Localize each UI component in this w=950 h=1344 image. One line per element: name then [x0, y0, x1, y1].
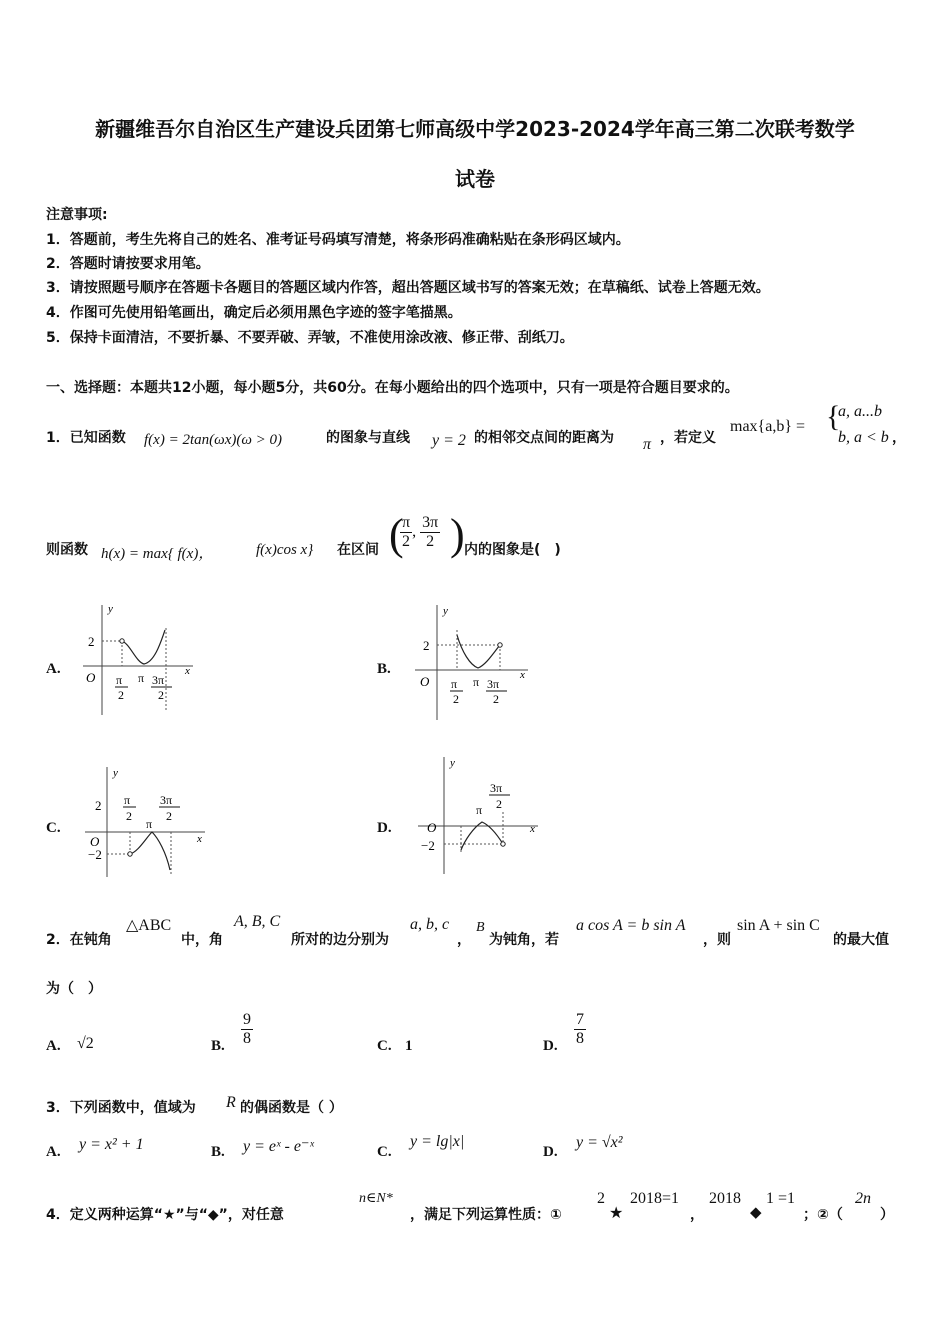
q1-h2: f(x)cos x}	[256, 542, 314, 558]
q2-text: 中，角	[181, 932, 223, 948]
q2-sides: a, b, c	[410, 916, 450, 933]
open-point	[128, 852, 132, 856]
q3-text: 的偶函数是（ ）	[240, 1100, 343, 1116]
tick-den: 2	[158, 688, 164, 702]
q4-text: ，满足下列运算性质：①	[410, 1207, 562, 1223]
q2-text: 为（ ）	[46, 981, 102, 997]
y-label: y	[443, 605, 448, 617]
notice-heading: 注意事项:	[46, 207, 108, 223]
q2-text: ，则	[703, 932, 731, 948]
tick-pi: π	[476, 803, 483, 817]
exam-title-line2: 试卷	[455, 167, 495, 191]
q2-B: B	[476, 920, 485, 935]
q1-text: 的图象与直线	[326, 430, 410, 446]
tick-pi-over-2: π	[116, 673, 123, 687]
q1-option-d-label[interactable]: D.	[377, 820, 392, 836]
notice-item: 3．请按照题号顺序在答题卡各题目的答题区域内作答，超出答题区域书写的答案无效；在草稿纸、试卷上答题无效。	[46, 280, 770, 296]
origin-label: O	[86, 670, 96, 685]
q3-option-a-label[interactable]: A.	[46, 1144, 61, 1160]
tick-pi-over-2: π	[124, 793, 131, 807]
q1-option-c-label[interactable]: C.	[46, 820, 61, 836]
y-label: y	[450, 757, 455, 769]
q1-line: y = 2	[432, 432, 466, 449]
q1-option-a-label[interactable]: A.	[46, 661, 61, 677]
q4-expr: 2n	[855, 1190, 871, 1207]
q4-expr: 2018	[709, 1190, 741, 1207]
open-point	[501, 842, 505, 846]
q1-text: 1．已知函数	[46, 430, 126, 446]
tick-pi: π	[473, 675, 480, 689]
q2-option-a-label[interactable]: A.	[46, 1038, 61, 1054]
q2-option-b-value: $\frac{9}{8}$	[243, 1011, 251, 1047]
q1-function: f(x) = 2tan(ωx)(ω > 0)	[144, 432, 283, 448]
q1-pi: π	[643, 436, 652, 453]
q1-case1: a, a...b	[838, 403, 882, 420]
q1-text: ，若定义	[660, 430, 716, 446]
exam-title-line1: 新疆维吾尔自治区生产建设兵团第七师高级中学2023-2024学年高三第二次联考数学	[95, 117, 855, 141]
q4-expr: 1 =1	[766, 1190, 796, 1207]
q1-h: h(x) = max{ f(x)，	[101, 546, 214, 562]
q1-paren-left: (	[389, 510, 404, 559]
q1-case2: b, a < b	[838, 429, 889, 446]
q2-text: ，	[457, 932, 471, 948]
q1-max-def: max{a,b} =	[730, 418, 806, 435]
tick-pi: π	[146, 817, 153, 831]
q3-R: R	[226, 1094, 236, 1111]
q2-angles: A, B, C	[234, 913, 281, 930]
tick-den: 2	[118, 688, 124, 702]
q4-text: 4．定义两种运算“★”与“◆”，对任意	[46, 1207, 284, 1223]
x-label: x	[185, 665, 190, 677]
tick-den: 2	[496, 797, 502, 811]
q4-text: ）	[880, 1207, 894, 1223]
q1-graph-b[interactable]	[410, 600, 535, 725]
tick-3pi-over-2: 3π	[490, 781, 503, 795]
open-point	[120, 639, 124, 643]
x-label: x	[520, 669, 525, 681]
q2-text: 所对的边分别为	[291, 932, 389, 948]
origin-label: O	[90, 834, 100, 849]
tick-3pi-over-2: 3π	[152, 673, 165, 687]
q3-option-d-label[interactable]: D.	[543, 1144, 558, 1160]
notice-item: 2．答题时请按要求用笔。	[46, 256, 210, 272]
y-tick-neg2: −2	[421, 838, 435, 853]
q1-text: 的相邻交点间的距离为	[474, 430, 614, 446]
open-point	[498, 643, 502, 647]
q2-option-c-label[interactable]: C.	[377, 1038, 392, 1054]
diamond-icon: ◆	[750, 1203, 762, 1221]
q2-text: 为钝角，若	[489, 932, 559, 948]
q3-option-a-value: y = x² + 1	[79, 1136, 144, 1153]
q2-text: 2．在钝角	[46, 932, 112, 948]
x-label: x	[197, 833, 202, 845]
q1-option-b-label[interactable]: B.	[377, 661, 391, 677]
q2-option-c-value: 1	[405, 1038, 413, 1054]
q1-text: 则函数	[46, 542, 88, 558]
q2-option-b-label[interactable]: B.	[211, 1038, 225, 1054]
x-label: x	[530, 823, 535, 835]
notice-item: 1．答题前，考生先将自己的姓名、准考证号码填写清楚，将条形码准确粘贴在条形码区域内。	[46, 232, 630, 248]
y-label: y	[113, 767, 118, 779]
notice-item: 5．保持卡面清洁，不要折暴、不要弄破、弄皱，不准使用涂改液、修正带、刮纸刀。	[46, 330, 574, 346]
origin-label: O	[427, 820, 437, 835]
q1-text: 内的图象是( )	[464, 542, 561, 558]
q1-graph-a[interactable]	[78, 600, 198, 720]
q4-text: ；②（	[803, 1207, 843, 1223]
q1-graph-d[interactable]	[413, 752, 543, 877]
curve	[122, 630, 165, 664]
curve	[457, 635, 500, 668]
q1-brace: {	[826, 400, 841, 433]
q1-text: ，	[892, 430, 906, 446]
q3-option-c-value: y = lg|x|	[410, 1133, 465, 1150]
q3-option-d-value: y = √x²	[576, 1134, 623, 1151]
curve	[130, 832, 170, 870]
q4-expr: 2018=1	[630, 1190, 680, 1207]
q1-graph-c[interactable]	[80, 762, 210, 882]
q2-option-d-value: $\frac{7}{8}$	[576, 1011, 584, 1047]
tick-pi: π	[138, 671, 145, 685]
origin-label: O	[420, 674, 430, 689]
q3-option-b-value: y = eˣ - e⁻ˣ	[243, 1138, 314, 1155]
q1-text: 在区间	[337, 542, 379, 558]
tick-pi-over-2: π	[451, 677, 458, 691]
y-tick-2: 2	[95, 798, 102, 813]
q3-text: 3．下列函数中，值域为	[46, 1100, 196, 1116]
q4-n: n∈N*	[359, 1191, 393, 1206]
tick-den: 2	[126, 809, 132, 823]
q2-condition: a cos A = b sin A	[576, 917, 686, 934]
q1-paren-right: )	[450, 510, 465, 559]
notice-item: 4．作图可先使用铅笔画出，确定后必须用黑色字迹的签字笔描黑。	[46, 305, 462, 321]
q4-expr: 2	[597, 1190, 605, 1207]
q2-option-a-value: √2	[77, 1035, 94, 1052]
y-tick-neg2: −2	[88, 847, 102, 862]
q2-option-d-label[interactable]: D.	[543, 1038, 558, 1054]
tick-den: 2	[166, 809, 172, 823]
tick-den: 2	[493, 692, 499, 706]
q2-triangle: △ABC	[126, 917, 172, 934]
tick-3pi-over-2: 3π	[487, 677, 500, 691]
q3-option-c-label[interactable]: C.	[377, 1144, 392, 1160]
q1-interval: $\frac{\pi}{2}$ , $\frac{3\pi}{2}$	[402, 514, 439, 550]
section-heading: 一、选择题：本题共12小题，每小题5分，共60分。在每小题给出的四个选项中，只有一项是符合题目要求的。	[46, 380, 739, 396]
q4-text: ，	[690, 1207, 704, 1223]
q2-text: 的最大值	[833, 932, 889, 948]
tick-3pi-over-2: 3π	[160, 793, 173, 807]
q3-option-b-label[interactable]: B.	[211, 1144, 225, 1160]
y-tick-2: 2	[423, 638, 430, 653]
q2-expression: sin A + sin C	[737, 917, 820, 934]
star-icon: ★	[609, 1203, 624, 1222]
tick-den: 2	[453, 692, 459, 706]
y-label: y	[108, 603, 113, 615]
y-tick-2: 2	[88, 634, 95, 649]
